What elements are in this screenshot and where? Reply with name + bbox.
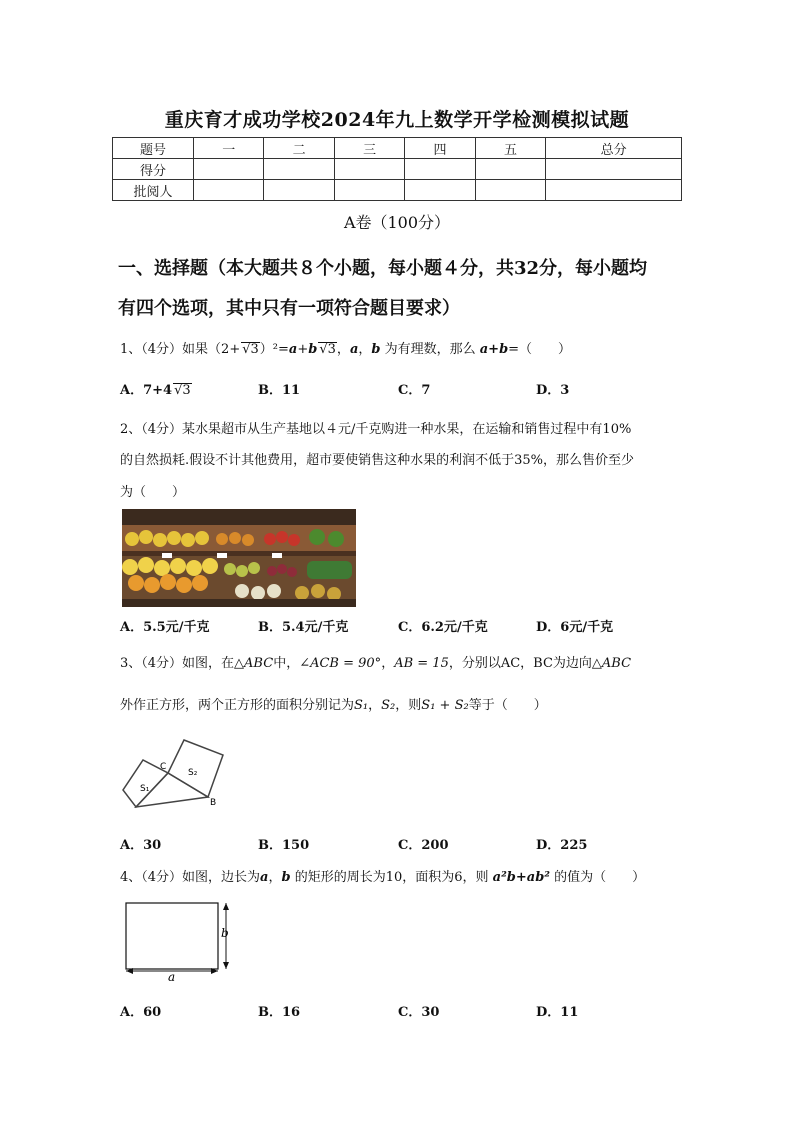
score-table-header-row: [113, 138, 682, 159]
score-cell[interactable]: [546, 159, 682, 180]
question-3-line1: 3、（4分）如图，在△ABC中，∠ACB = 90°，AB = 15，分别以AC，BC为边向△ABC: [120, 656, 632, 671]
score-table: [112, 137, 682, 201]
q3-option-d[interactable]: D．225: [536, 838, 588, 853]
q3-option-c[interactable]: C．200: [398, 838, 449, 853]
reviewer-cell[interactable]: [546, 180, 682, 201]
header-cell: 四: [405, 138, 475, 159]
score-cell[interactable]: [475, 159, 545, 180]
section-heading-line1: 一、选择题（本大题共８个小题，每小题４分，共32分，每小题均: [118, 258, 648, 279]
question-2-line1: 2、（4分）某水果超市从生产基地以４元/千克购进一种水果，在运输和销售过程中有10%: [120, 422, 632, 437]
q4-option-b[interactable]: B．16: [258, 1005, 301, 1020]
q4-option-c[interactable]: C．30: [398, 1005, 440, 1020]
question-4: 4、（4分）如图，边长为a，b 的矩形的周长为10，面积为6，则 a²b+ab² 的值为（ ）: [120, 870, 646, 885]
q2-option-b[interactable]: B．5.4元/千克: [258, 620, 349, 635]
q4-option-a[interactable]: A．60: [120, 1005, 162, 1020]
q1-option-b[interactable]: B．11: [258, 383, 301, 398]
fruit-shelf-photo: [122, 509, 356, 607]
q3-option-a[interactable]: A．30: [120, 838, 162, 853]
header-cell: 二: [264, 138, 334, 159]
label-s2: S₂: [188, 768, 198, 778]
reviewer-cell[interactable]: [194, 180, 264, 201]
row-label: 批阅人: [113, 180, 194, 201]
question-2-line2: 的自然损耗.假设不计其他费用，超市要使销售这种水果的利润不低于35%，那么售价至少: [120, 453, 635, 468]
q4-option-d[interactable]: D．11: [536, 1005, 579, 1020]
question-3-line2: 外作正方形，两个正方形的面积分别记为S₁，S₂，则S₁ + S₂等于（ ）: [120, 698, 547, 713]
q2-option-c[interactable]: C．6.2元/千克: [398, 620, 488, 635]
q3-option-b[interactable]: B．150: [258, 838, 310, 853]
volume-heading: A卷（100分）: [343, 213, 451, 232]
sqrt: √3: [242, 342, 259, 357]
label-c: C: [160, 762, 167, 772]
header-cell: 五: [475, 138, 545, 159]
score-cell[interactable]: [264, 159, 334, 180]
section-heading-line2: 有四个选项，其中只有一项符合题目要求）: [118, 298, 460, 319]
reviewer-cell[interactable]: [334, 180, 404, 201]
q2-option-d[interactable]: D．6元/千克: [536, 620, 614, 635]
score-row: [113, 159, 682, 180]
label-b: b: [221, 926, 229, 940]
header-cell: 题号: [113, 138, 194, 159]
q2-option-a[interactable]: A．5.5元/千克: [120, 620, 210, 635]
question-1: 1、（4分）如果（2+ √3）²=a+b √3，a，b 为有理数，那么 a+b=（ ）: [120, 342, 572, 357]
q1-option-d[interactable]: D．3: [536, 383, 570, 398]
header-cell: 总分: [546, 138, 682, 159]
row-label: 得分: [113, 159, 194, 180]
score-cell[interactable]: [334, 159, 404, 180]
page-title: 重庆育才成功学校2024年九上数学开学检测模拟试题: [164, 109, 630, 131]
q1-option-a[interactable]: A．7+4 √3: [120, 383, 191, 398]
rectangle-figure: [120, 897, 240, 982]
reviewer-row: [113, 180, 682, 201]
q1-option-c[interactable]: C．7: [398, 383, 431, 398]
label-a: a: [168, 970, 176, 982]
header-cell: 三: [334, 138, 404, 159]
reviewer-cell[interactable]: [475, 180, 545, 201]
reviewer-cell[interactable]: [264, 180, 334, 201]
sqrt: √3: [319, 342, 336, 357]
score-cell[interactable]: [194, 159, 264, 180]
reviewer-cell[interactable]: [405, 180, 475, 201]
question-2-line3: 为（ ）: [120, 485, 186, 500]
label-s1: S₁: [140, 784, 150, 794]
label-b: B: [210, 798, 217, 808]
score-cell[interactable]: [405, 159, 475, 180]
header-cell: 一: [194, 138, 264, 159]
squares-figure: [118, 735, 228, 815]
